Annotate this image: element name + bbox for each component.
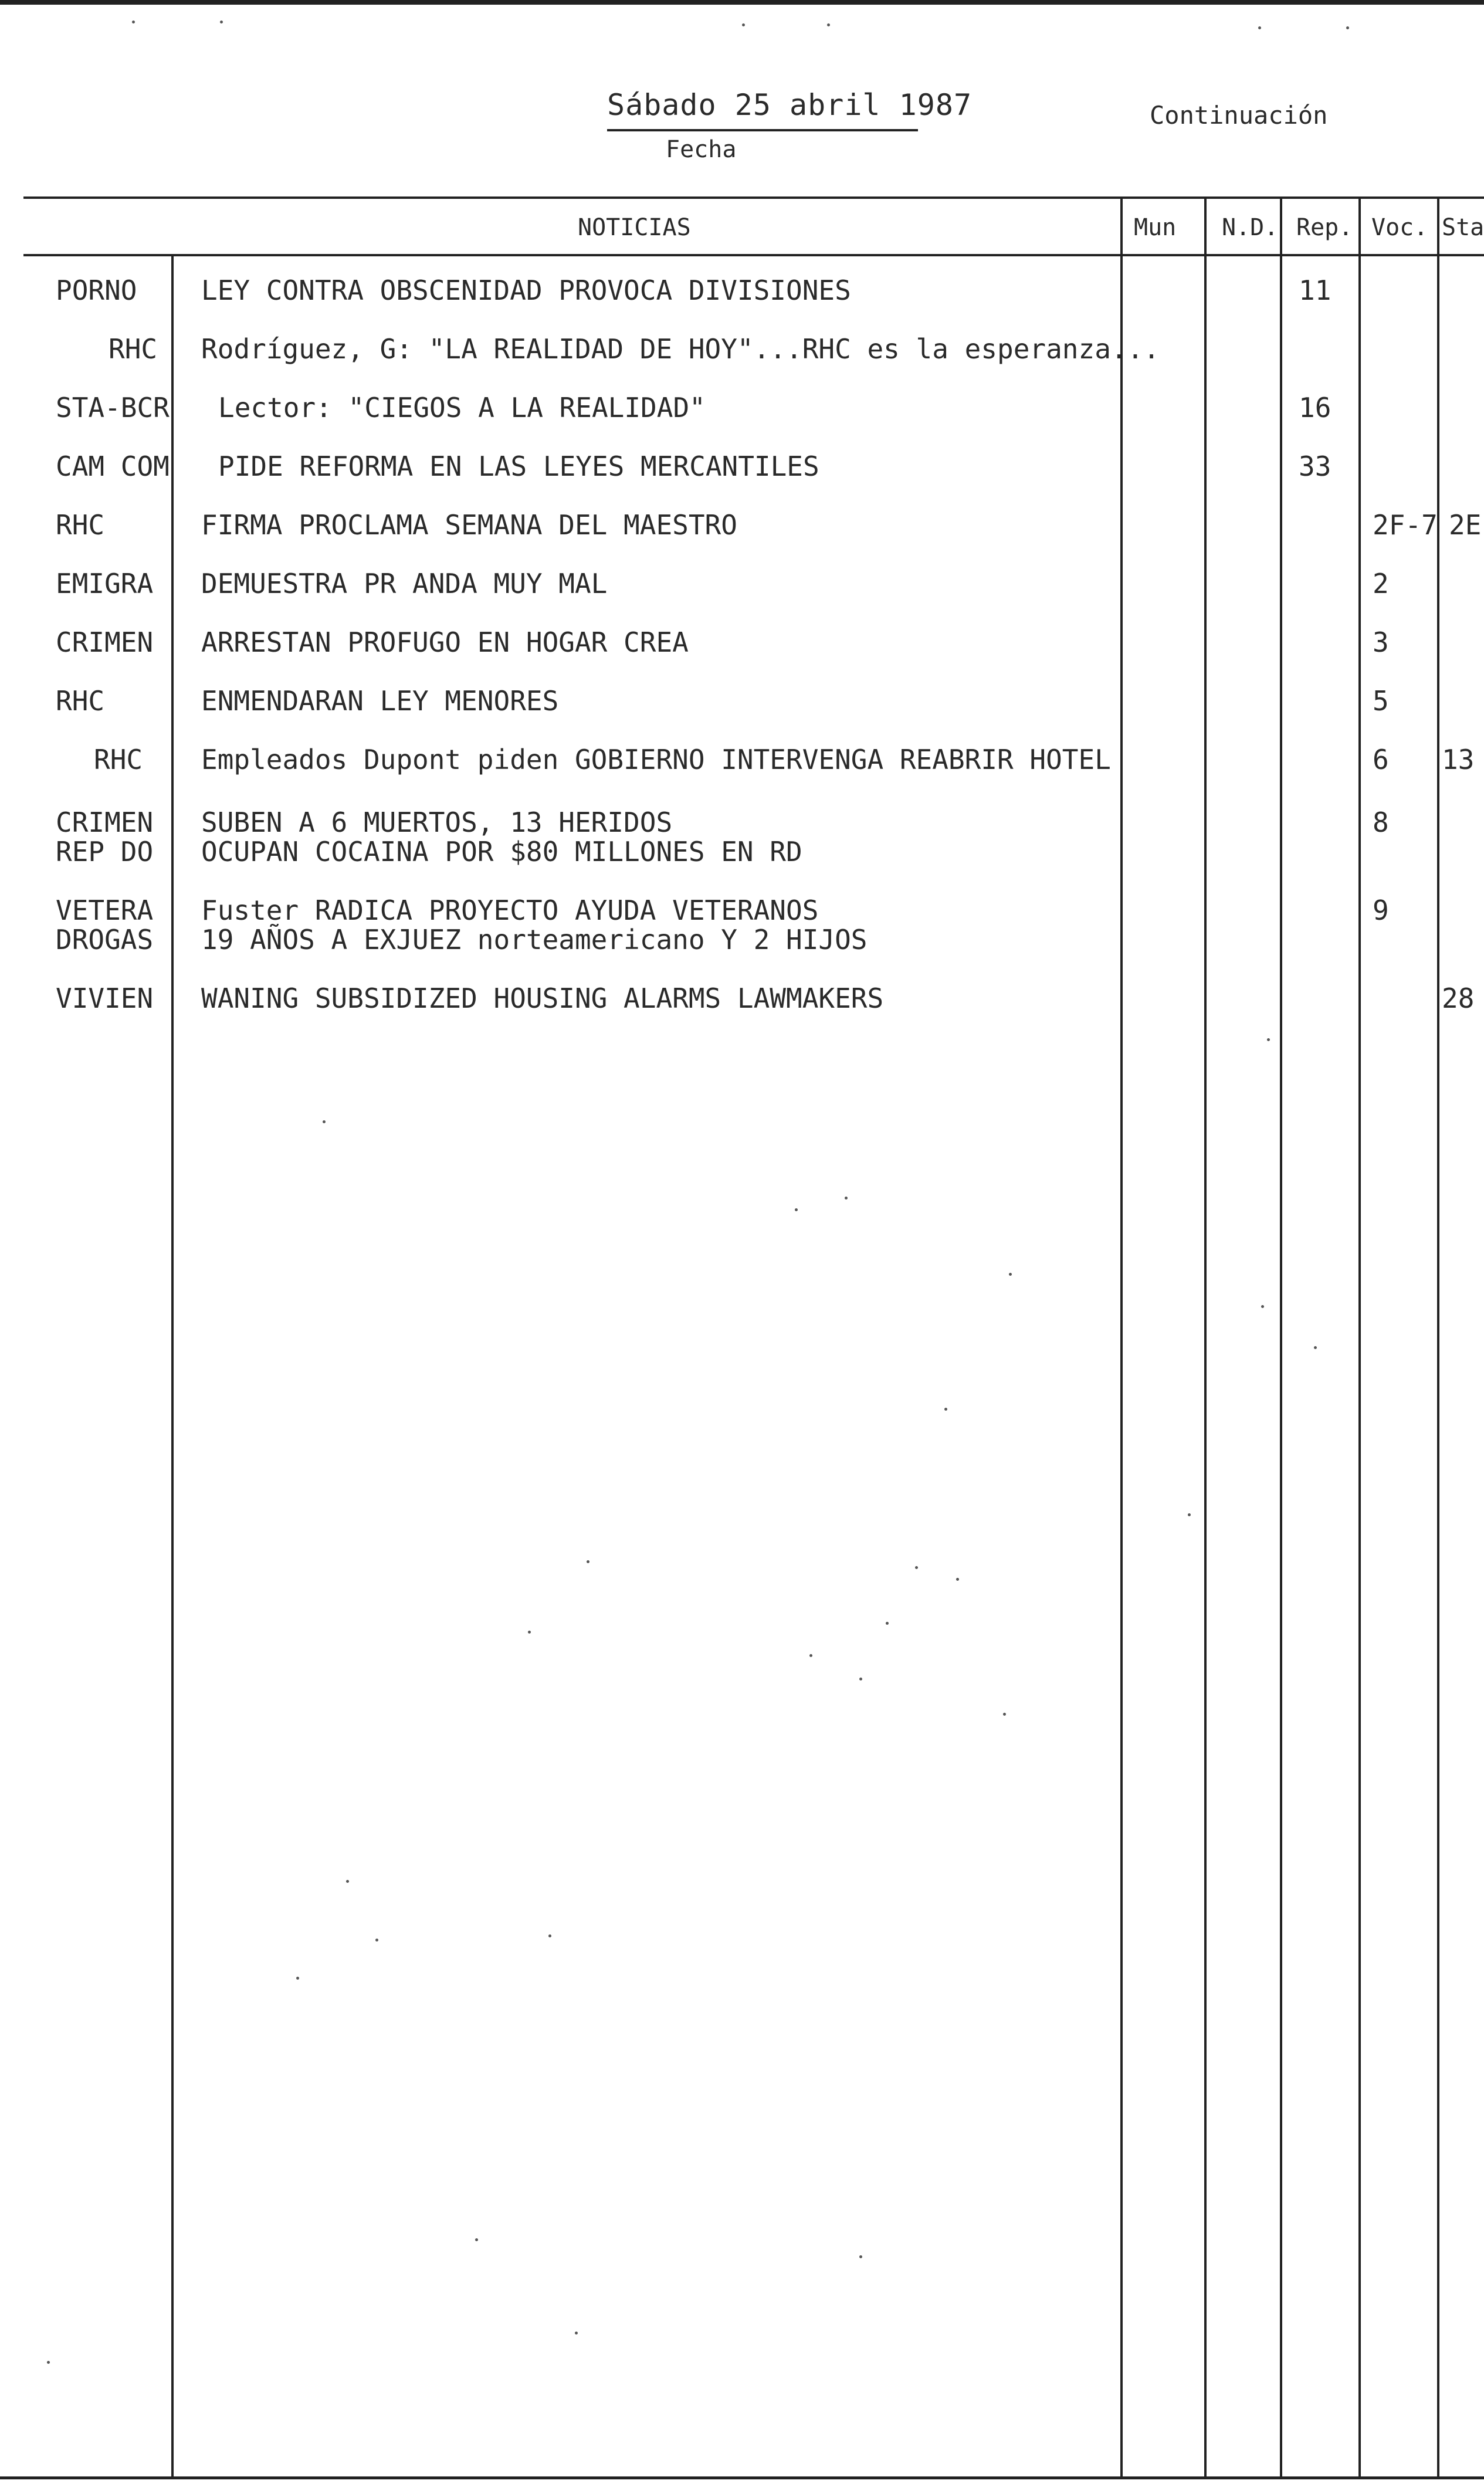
top-border [0, 0, 1484, 5]
table-top-rule [23, 196, 1484, 199]
row-sta: 28 [1442, 982, 1475, 1014]
row-voc: 2F-7 [1373, 509, 1438, 541]
row-headline: ARRESTAN PROFUGO EN HOGAR CREA [201, 626, 689, 658]
row-code: STA-BCR [56, 392, 170, 423]
row-code: DROGAS [56, 924, 154, 956]
row-code: RHC [56, 509, 105, 541]
row-code: RHC [109, 333, 158, 365]
column-divider-nd [1204, 196, 1207, 2476]
row-headline: Empleados Dupont piden GOBIERNO INTERVENGA REABRIR HOTEL [201, 744, 1111, 775]
row-code: RHC [94, 744, 143, 775]
date-underline [607, 129, 918, 131]
row-code: EMIGRA [56, 568, 154, 599]
row-voc: 2 [1373, 568, 1389, 599]
header-bottom-rule [23, 254, 1484, 256]
row-code: CAM COM [56, 450, 170, 482]
column-header-mun: Mun [1134, 214, 1177, 241]
row-headline: Fuster RADICA PROYECTO AYUDA VETERANOS [201, 894, 819, 926]
continuation-label: Continuación [1150, 101, 1328, 130]
column-header-sta: Sta [1442, 214, 1484, 241]
row-code: VETERA [56, 894, 154, 926]
row-headline: Rodríguez, G: "LA REALIDAD DE HOY"...RHC es la esperanza... [201, 333, 1160, 365]
row-code: REP DO [56, 836, 154, 868]
row-headline: WANING SUBSIDIZED HOUSING ALARMS LAWMAKERS [201, 982, 884, 1014]
row-headline: SUBEN A 6 MUERTOS, 13 HERIDOS [201, 807, 673, 838]
column-header-noticias: NOTICIAS [578, 214, 691, 241]
row-headline: 19 AÑOS A EXJUEZ norteamericano Y 2 HIJOS [201, 924, 868, 956]
page-bottom-rule [0, 2476, 1484, 2479]
row-headline: OCUPAN COCAINA POR $80 MILLONES EN RD [201, 836, 802, 868]
row-code: CRIMEN [56, 807, 154, 838]
row-rep: 16 [1299, 392, 1331, 423]
date: Sábado 25 abril 1987 [607, 88, 973, 122]
row-rep: 11 [1299, 275, 1331, 306]
row-sta: 13 [1442, 744, 1475, 775]
row-headline: LEY CONTRA OBSCENIDAD PROVOCA DIVISIONES [201, 275, 851, 306]
row-code: RHC [56, 685, 105, 717]
column-header-voc: Voc. [1371, 214, 1428, 241]
column-divider-voc [1358, 196, 1361, 2476]
row-headline: PIDE REFORMA EN LAS LEYES MERCANTILES [218, 450, 819, 482]
row-voc: 6 [1373, 744, 1389, 775]
row-voc: 8 [1373, 807, 1389, 838]
row-headline: FIRMA PROCLAMA SEMANA DEL MAESTRO [201, 509, 737, 541]
row-sta: 2E [1449, 509, 1482, 541]
date-caption: Fecha [666, 136, 737, 163]
row-rep: 33 [1299, 450, 1331, 482]
row-voc: 3 [1373, 626, 1389, 658]
row-headline: Lector: "CIEGOS A LA REALIDAD" [218, 392, 706, 423]
row-voc: 9 [1373, 894, 1389, 926]
column-divider-code [171, 256, 174, 2476]
column-header-nd: N.D. [1222, 214, 1279, 241]
row-headline: ENMENDARAN LEY MENORES [201, 685, 559, 717]
column-divider-rep [1280, 196, 1282, 2476]
row-code: CRIMEN [56, 626, 154, 658]
row-code: PORNO [56, 275, 137, 306]
row-headline: DEMUESTRA PR ANDA MUY MAL [201, 568, 608, 599]
column-header-rep: Rep. [1296, 214, 1353, 241]
column-divider-mun [1120, 196, 1123, 2476]
row-voc: 5 [1373, 685, 1389, 717]
row-code: VIVIEN [56, 982, 154, 1014]
